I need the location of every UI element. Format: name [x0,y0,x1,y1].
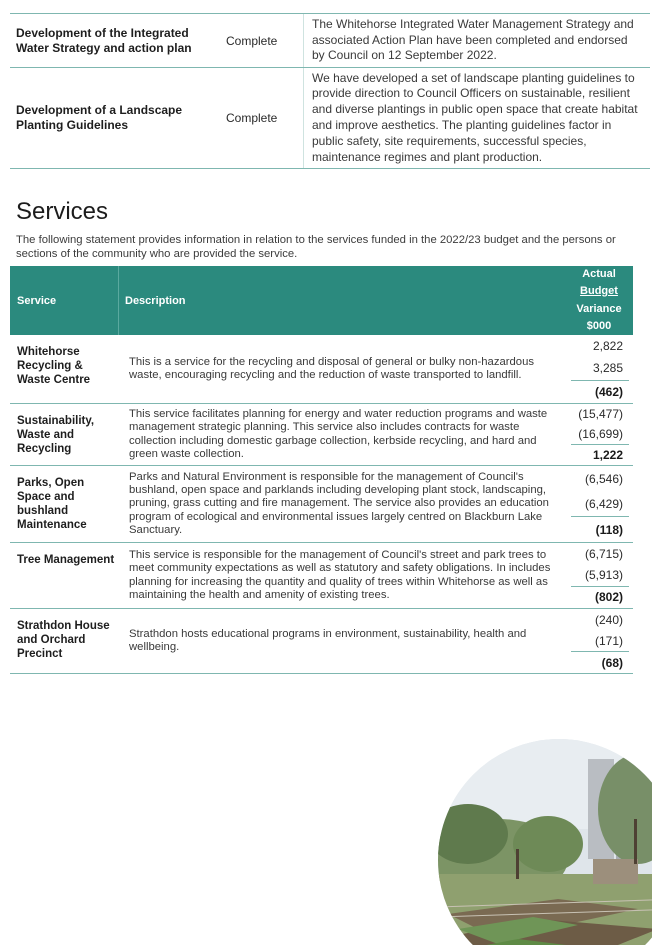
service-name: Whitehorse Recycling & Waste Centre [17,346,91,386]
service-description: Parks and Natural Environment is responsible for the management of Council's bushland, open space and parklands including developing plant stock, landscaping, pruning, grass cutting and fire management. The service also provides an education program of ecological and environmental issues largely centred on Blackburn Lake Sanctuary. [129,470,549,536]
budget-value: 3,285 [592,361,623,376]
services-table-header [10,266,633,335]
budget-value: (5,913) [584,567,623,582]
initiatives-table [10,13,650,169]
header-service: Service [10,266,119,335]
header-actual: Actual [582,267,616,280]
actual-value: (6,715) [584,546,623,561]
service-description: Strathdon hosts educational programs in environment, sustainability, health and wellbeing. [129,627,527,653]
initiative-status: Complete [218,68,304,168]
actual-value: (15,477) [578,407,623,421]
budget-value: (16,699) [578,427,623,441]
header-figures [565,266,633,335]
service-figures [571,543,629,608]
community-garden-photo-icon [438,739,652,945]
service-figures [571,404,629,465]
header-description: Description [125,294,186,307]
service-name: Tree Management [17,554,115,566]
service-description: This is a service for the recycling and disposal of general or bulky non-hazardous waste, encouraging recycling and the reduction of waste transported to landfill. [129,355,535,381]
initiative-description: The Whitehorse Integrated Water Management Strategy and associated Action Plan have been completed and endorsed by Council on 12 September 2022. [312,16,634,63]
variance-value: (68) [571,651,629,673]
budget-value: (6,429) [584,496,623,511]
service-row [10,466,633,543]
service-figures [571,335,629,403]
service-description: This service facilitates planning for energy and water reduction programs and waste management strategic planning. This service also includes contracts for waste collection including domestic garbage collection, kerbside recycling, and hard and green waste collection. [129,408,548,460]
initiative-row [10,68,650,169]
service-row [10,404,633,466]
services-intro: The following statement provides information in relation to the services funded in the 2022/23 budget and the persons or sections of the community who are provided the service. [16,234,616,260]
service-row [10,609,633,674]
actual-value: (6,546) [584,471,623,486]
variance-value: (802) [571,586,629,608]
service-figures [571,466,629,542]
variance-value: (118) [571,516,629,542]
service-name: Strathdon House and Orchard Precinct [17,620,110,660]
services-table [10,266,633,674]
header-variance: Variance [576,302,622,315]
service-row [10,335,633,404]
actual-value: 2,822 [592,339,623,354]
initiative-name: Development of a Landscape Planting Guidelines [16,103,183,132]
variance-value: (462) [571,380,629,403]
service-name: Sustainability, Waste and Recycling [17,415,95,455]
initiative-description: We have developed a set of landscape planting guidelines to provide direction to Council Officers on sustainable, resilient and diverse plantings in public open space that create habitat and improve aesthetics. The planting guidelines factor in public safety, site requirements, successful species, maintenance regimes and plant production. [312,70,638,164]
header-unit: $000 [586,320,612,332]
initiative-row [10,14,650,68]
variance-value: 1,222 [571,444,629,465]
community-garden-photo [438,739,652,945]
service-name: Parks, Open Space and bushland Maintenance [17,477,87,531]
initiative-status: Complete [218,14,304,67]
service-row [10,543,633,609]
initiative-name: Development of the Integrated Water Strategy and action plan [16,25,192,55]
service-description: This service is responsible for the management of Council's street and park trees to meet community expectations as well as statutory and safety obligations. In includes planning for increasing the quantity and quality of trees within Whitehorse as well as maintaining the health and amenity of existing trees. [129,549,551,601]
service-figures [571,609,629,673]
budget-value: (171) [594,633,623,648]
services-heading: Services [16,198,109,225]
actual-value: (240) [594,612,623,627]
header-budget: Budget [580,285,618,297]
